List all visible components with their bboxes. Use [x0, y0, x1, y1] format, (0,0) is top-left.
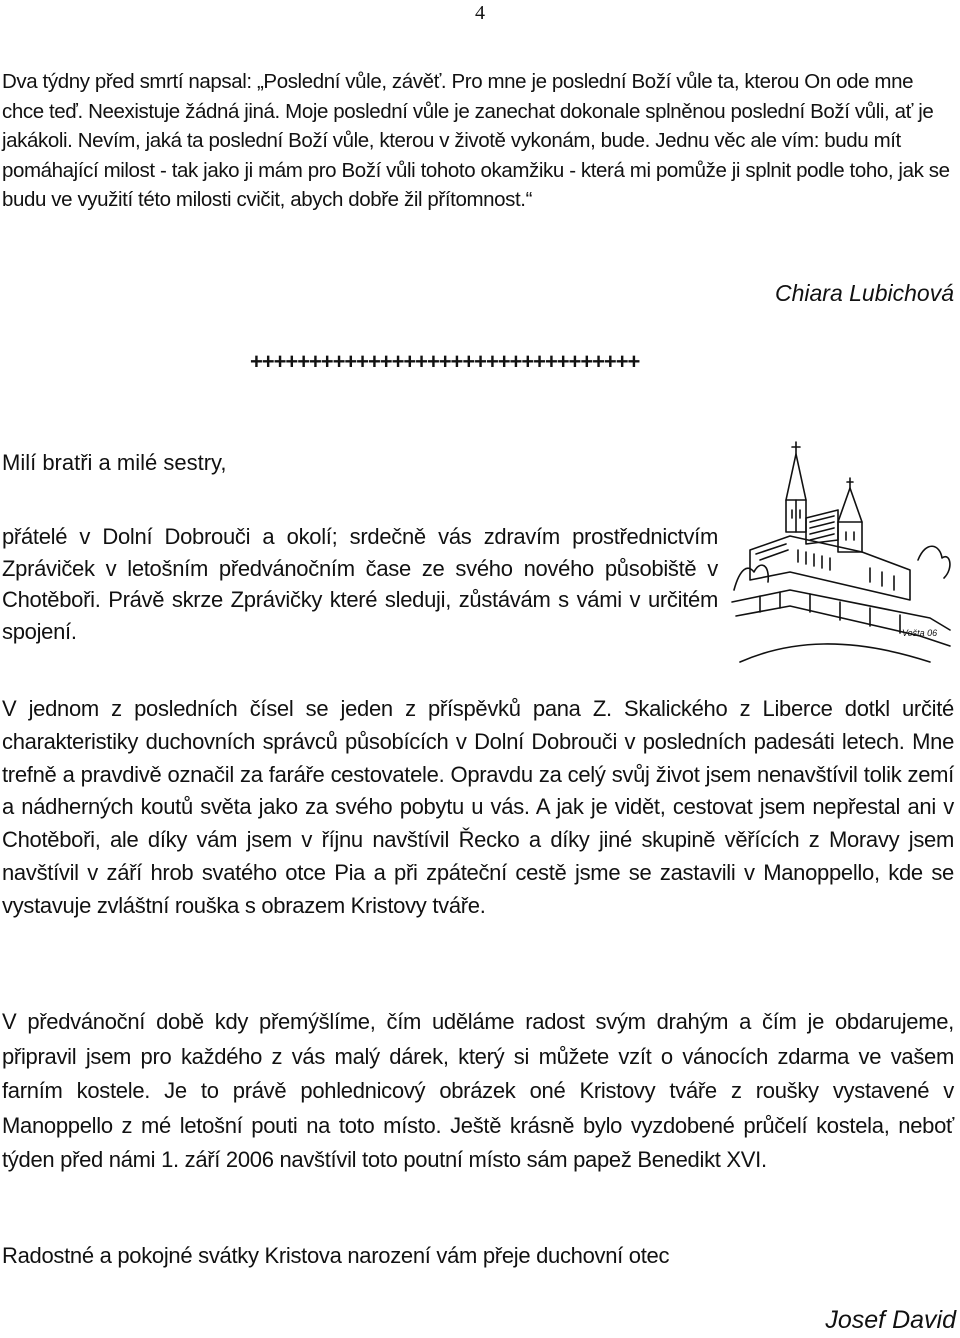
letter-paragraph-2: V jednom z posledních čísel se jeden z příspěvků pana Z. Skalického z Liberce dotkl určité charakteristiky duchovních správců působících v Dolní Dobrouči v posledních padesáti letech. Mne trefně a pravdivě označil za faráře cestovatele. Opravdu za celý svůj život jsem nenavštívil tolik zemí a nádherných koutů světa jako za svého pobytu u vás. A jak je vidět, cestovat jsem nepřestal ani v Chotěboři, ale díky vám jsem v říjnu navštívil Řecko a díky jiné skupině věřících z Moravy jsem navštívil v září hrob svatého otce Pia a při zpáteční cestě jsme se zastavili v Manoppello, kde se vystavuje zvláštní rouška s obrazem Kristovy tváře. [2, 696, 954, 918]
greeting: Milí bratři a milé sestry, [2, 450, 227, 475]
quote-paragraph: Dva týdny před smrtí napsal: „Poslední vůle, závěť. Pro mne je poslední Boží vůle ta, kterou On ode mne chce teď. Neexistuje žádná jiná. Moje poslední vůle je zanechat dokonale splněnou poslední Boží vůli, ať je jakákoli. Nevím, jaká ta poslední Boží vůle, kterou v životě vykonám, bude. Jednu věc ale vím: budu mít pomáhající milost - tak jako ji mám pro Boží vůli tohoto okamžiku - která mi pomůže ji splnit podle toho, jak se budu ve využití této milosti cvičit, abych dobře žil přítomnost.“ [2, 70, 950, 211]
letter-paragraph-3: V předvánoční době kdy přemýšlíme, čím uděláme radost svým drahým a čím je obdarujeme, připravil jsem pro každého z vás malý dárek, který si můžete vzít o vánocích zdarma ve vašem farním kostele. Je to právě pohlednicový obrázek oné Kristovy tváře z roušky vystavené v Manoppello z mé letošní pouti na toto místo. Ještě krásně bylo vyzdobené průčelí kostela, neboť týden před námi 1. září 2006 navštívil toto poutní místo sám papež Benedikt XVI. [2, 1009, 954, 1172]
church-illustration [730, 440, 956, 666]
separator-line: +++++++++++++++++++++++++++++++++ [250, 349, 640, 374]
quote-author: Chiara Lubichová [774, 280, 954, 306]
illustration-caption: Vošta 06 [902, 628, 938, 638]
letter-paragraph-1: přátelé v Dolní Dobrouči a okolí; srdečně vás zdravím prostřednictvím Zpráviček v letošním předvánočním čase ze svého nového působiště v Chotěboři. Právě skrze Zprávičky které sleduji, zůstávám s vámi v určitém spojení. [2, 524, 718, 644]
letter-signature: Josef David [825, 1306, 956, 1334]
page-number: 4 [475, 2, 485, 24]
letter-closing: Radostné a pokojné svátky Kristova narození vám přeje duchovní otec [2, 1243, 670, 1268]
